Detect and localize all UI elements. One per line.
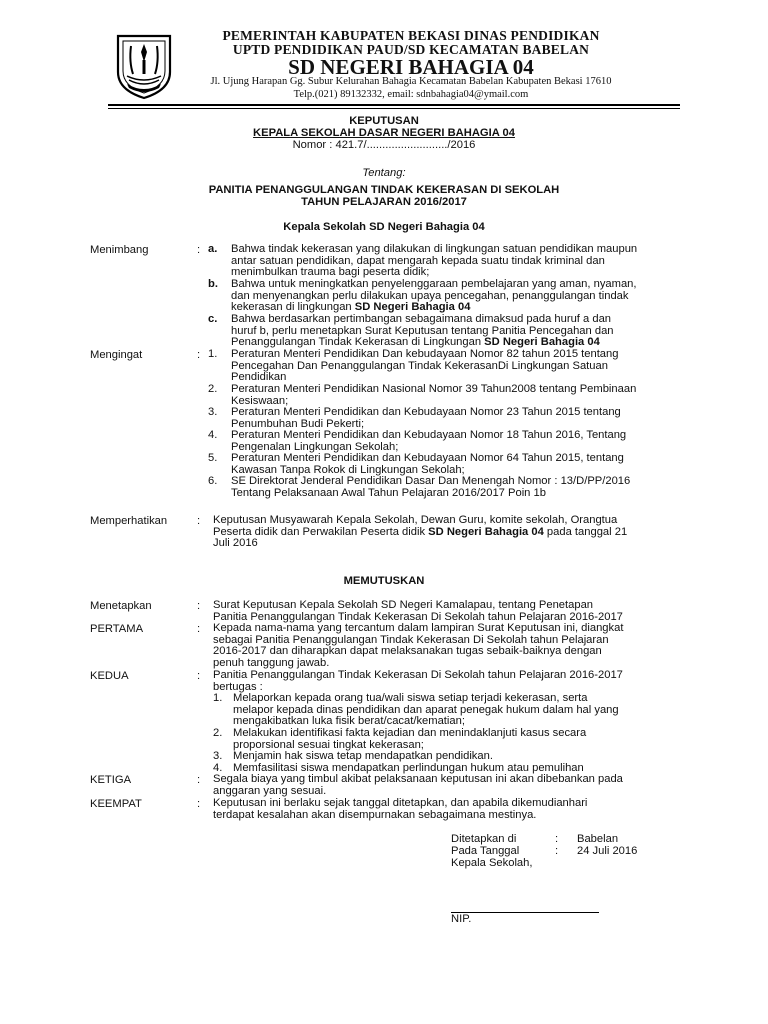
signature-ditetapkan-label: Ditetapkan di: [451, 833, 517, 845]
text-line: menimbulkan trauma bagi peserta didik;: [231, 266, 430, 279]
list-marker: 3.: [208, 406, 218, 418]
text-line: Menjamin hak siswa tetap mendapatkan pendidikan.: [233, 750, 493, 762]
text-line: [213, 527, 688, 539]
text-line: SE Direktorat Jenderal Pendidikan Dasar Dan Menengah Nomor : 13/D/PP/2016: [231, 475, 631, 487]
school-name-inline: SD Negeri Bahagia 04: [354, 301, 471, 314]
mengingat-item-2: [231, 384, 688, 407]
school-contact: Telp.(021) 89132332, email: sdnbahagia04@ymail.com: [293, 89, 529, 100]
mengingat-item-5: [231, 453, 688, 476]
school-name-inline: SD Negeri Bahagia 04: [428, 525, 544, 538]
menetapkan-text: [213, 600, 688, 623]
text-line: Tentang Pelaksanaan Awal Tahun Pelajaran 2016/2017 Poin 1b: [231, 486, 546, 499]
text-line: Melakukan identifikasi fakta kejadian dan menindaklanjuti kasus secara: [233, 727, 587, 739]
text-line: Memfasilitasi siswa mendapatkan perlindungan hukum atau pemulihan: [233, 762, 584, 774]
section-label-keempat: KEEMPAT: [90, 798, 142, 810]
text-line: Peraturan Menteri Pendidikan dan Kebudayaan Nomor 23 Tahun 2015 tentang: [231, 406, 621, 418]
pertama-text: [213, 623, 688, 669]
text-line: Segala biaya yang timbul akibat pelaksanaan keputusan ini akan dibebankan pada: [213, 773, 623, 785]
text-line: Peraturan Menteri Pendidikan Nasional Nomor 39 Tahun2008 tentang Pembinaan: [231, 383, 637, 395]
text-line: Peraturan Menteri Pendidikan Dan kebudayaan Nomor 82 tahun 2015 tentang: [231, 348, 619, 360]
colon: :: [197, 623, 201, 635]
letterhead-line-1: PEMERINTAH KABUPATEN BEKASI DINAS PENDIDIKAN: [222, 28, 600, 43]
signature-tanggal-value: 24 Juli 2016: [577, 845, 638, 857]
colon: :: [197, 798, 201, 810]
school-name-inline: SD Negeri Bahagia 04: [484, 336, 600, 349]
text-line: bertugas :: [213, 680, 263, 693]
title-kepala: KEPALA SEKOLAH DASAR NEGERI BAHAGIA 04: [253, 127, 515, 139]
signature-tanggal-colon: :: [555, 845, 559, 857]
section-label-kedua: KEDUA: [90, 670, 129, 682]
text-line: Panitia Penanggulangan Tindak Kekerasan Di Sekolah tahun Pelajaran 2016-2017: [213, 610, 623, 623]
list-marker: 1.: [208, 348, 218, 360]
colon: :: [197, 670, 201, 682]
text-line: Melaporkan kepada orang tua/wali siswa setiap terjadi kekerasan, serta: [233, 692, 588, 704]
text-line: penuh tanggung jawab.: [213, 656, 330, 669]
list-marker: a.: [208, 243, 218, 255]
section-label-ketiga: KETIGA: [90, 774, 132, 786]
signature-nip: NIP.: [451, 913, 472, 925]
memutuskan-heading: MEMUTUSKAN: [343, 575, 425, 587]
menimbang-item-c: [231, 314, 688, 349]
text-line: Kepada nama-nama yang tercantum dalam lampiran Surat Keputusan ini, diangkat: [213, 622, 624, 634]
signature-ditetapkan-colon: :: [555, 833, 559, 845]
colon: :: [197, 515, 201, 527]
text-line: Pengenalan Lingkungan Sekolah;: [231, 440, 399, 453]
text-line: mengakibatkan luka fisik berat/cacat/kematian;: [233, 715, 465, 728]
text-line: dan menyenangkan perlu dilakukan upaya pencegahan, penanggulangan tindak: [231, 289, 629, 302]
signature-role: Kepala Sekolah,: [451, 857, 533, 869]
mengingat-item-1: [231, 349, 688, 384]
text-line: Peraturan Menteri Pendidikan dan Kebudayaan Nomor 18 Tahun 2016, Tentang: [231, 429, 627, 441]
menimbang-item-a: [231, 244, 688, 279]
letterhead-line-2: UPTD PENDIDIKAN PAUD/SD KECAMATAN BABELAN: [232, 42, 590, 57]
school-name: SD NEGERI BAHAGIA 04: [288, 55, 534, 79]
text-line: melapor kepada dinas pendidikan dan aparat penegak hukum dalam hal yang: [233, 703, 619, 716]
text-line: Pendidikan: [231, 371, 287, 384]
list-marker: 2.: [213, 727, 223, 739]
list-marker: 1.: [213, 692, 223, 704]
section-label-pertama: PERTAMA: [90, 623, 144, 635]
signature-ditetapkan-value: Babelan: [577, 833, 619, 845]
list-marker: 6.: [208, 475, 218, 487]
list-marker: 4.: [213, 762, 223, 774]
title-subject-1: PANITIA PENANGGULANGAN TINDAK KEKERASAN DI SEKOLAH: [208, 184, 560, 196]
school-address: Jl. Ujung Harapan Gg. Subur Kelurahan Bahagia Kecamatan Babelan Kabupaten Bekasi 17610: [210, 76, 612, 87]
text-line: Kawasan Tanpa Rokok di Lingkungan Sekolah;: [231, 463, 465, 476]
title-tentang: Tentang:: [362, 167, 406, 179]
text-line: Keputusan Musyawarah Kepala Sekolah, Dewan Guru, komite sekolah, Orangtua: [213, 514, 618, 526]
text-line: Peraturan Menteri Pendidikan dan Kebudayaan Nomor 64 Tahun 2015, tentang: [231, 452, 624, 464]
title-keputusan: KEPUTUSAN: [349, 115, 419, 127]
mengingat-item-3: [231, 407, 688, 430]
memperhatikan-text: [213, 515, 688, 550]
ketiga-text: [213, 774, 688, 797]
kedua-text: [213, 670, 688, 693]
text-span: Penanggulangan Tindak Kekerasan di Lingkungan: [231, 336, 485, 349]
text-line: Panitia Penanggulangan Tindak Kekerasan Di Sekolah tahun Pelajaran 2016-2017: [213, 669, 623, 681]
mengingat-item-6: [231, 476, 688, 499]
text-line: Bahwa untuk meningkatkan penyelenggaraan pembelajaran yang aman, nyaman,: [231, 278, 637, 290]
list-marker: 2.: [208, 383, 218, 395]
text-line: sebagai Panitia Penanggulangan Tindak Kekerasan Di Sekolah tahun Pelajaran: [213, 633, 609, 646]
kedua-task-3: [233, 751, 688, 763]
signature-line: [451, 912, 599, 913]
text-line: huruf b, perlu menetapkan Surat Keputusan tentang Panitia Pencegahan dan: [231, 324, 614, 337]
text-line: terdapat kesalahan akan disempurnakan sebagaimana mestinya.: [213, 808, 537, 821]
colon: :: [197, 244, 201, 256]
title-issuer: Kepala Sekolah SD Negeri Bahagia 04: [283, 221, 485, 233]
text-span: pada tanggal 21: [543, 525, 628, 538]
colon: :: [197, 600, 201, 612]
header-rule-thin: [108, 108, 680, 109]
signature-tanggal-label: Pada Tanggal: [451, 845, 520, 857]
text-line: 2016-2017 dan diharapkan dapat melaksanakan tugas sebaik-baiknya dengan: [213, 645, 602, 658]
section-label-menetapkan: Menetapkan: [90, 600, 152, 612]
list-marker: c.: [208, 313, 218, 325]
text-line: Penumbuhan Budi Pekerti;: [231, 417, 365, 430]
list-marker: 3.: [213, 750, 223, 762]
text-line: Pencegahan Dan Penanggulangan Tindak KekerasanDi Lingkungan Satuan: [231, 359, 608, 372]
text-line: antar satuan pendidikan, dapat mengarah kepada suatu tindak kriminal dan: [231, 254, 605, 267]
colon: :: [197, 349, 201, 361]
text-line: Bahwa tindak kekerasan yang dilakukan di lingkungan satuan pendidikan maupun: [231, 243, 638, 255]
mengingat-item-4: [231, 430, 688, 453]
title-subject-2: TAHUN PELAJARAN 2016/2017: [301, 196, 467, 208]
text-line: proporsional sesuai tingkat kekerasan;: [233, 738, 424, 751]
list-marker: 4.: [208, 429, 218, 441]
header-rule-thick: [108, 104, 680, 106]
menimbang-item-b: [231, 279, 688, 314]
section-label-menimbang: Menimbang: [90, 244, 149, 256]
list-marker: 5.: [208, 452, 218, 464]
list-marker: b.: [208, 278, 218, 290]
text-line: Kesiswaan;: [231, 394, 289, 407]
letterhead: [0, 0, 768, 110]
colon: :: [197, 774, 201, 786]
title-nomor: Nomor : 421.7/........................../2016: [292, 139, 476, 151]
section-label-memperhatikan: Memperhatikan: [90, 515, 168, 527]
text-line: anggaran yang sesuai.: [213, 784, 327, 797]
text-line: Keputusan ini berlaku sejak tanggal ditetapkan, dan apabila dikemudianhari: [213, 797, 588, 809]
keempat-text: [213, 798, 688, 821]
text-span: Peserta didik dan Perwakilan Peserta didik: [213, 525, 429, 538]
text-line: Juli 2016: [213, 537, 258, 550]
bekasi-crest-icon: [113, 32, 175, 100]
text-line: Surat Keputusan Kepala Sekolah SD Negeri Kamalapau, tentang Penetapan: [213, 599, 594, 611]
text-span: kekerasan di lingkungan: [231, 301, 355, 314]
kedua-task-1: [233, 693, 688, 728]
section-label-mengingat: Mengingat: [90, 349, 143, 361]
text-line: Bahwa berdasarkan pertimbangan sebagaimana dimaksud pada huruf a dan: [231, 313, 612, 325]
kedua-task-2: [233, 728, 688, 751]
